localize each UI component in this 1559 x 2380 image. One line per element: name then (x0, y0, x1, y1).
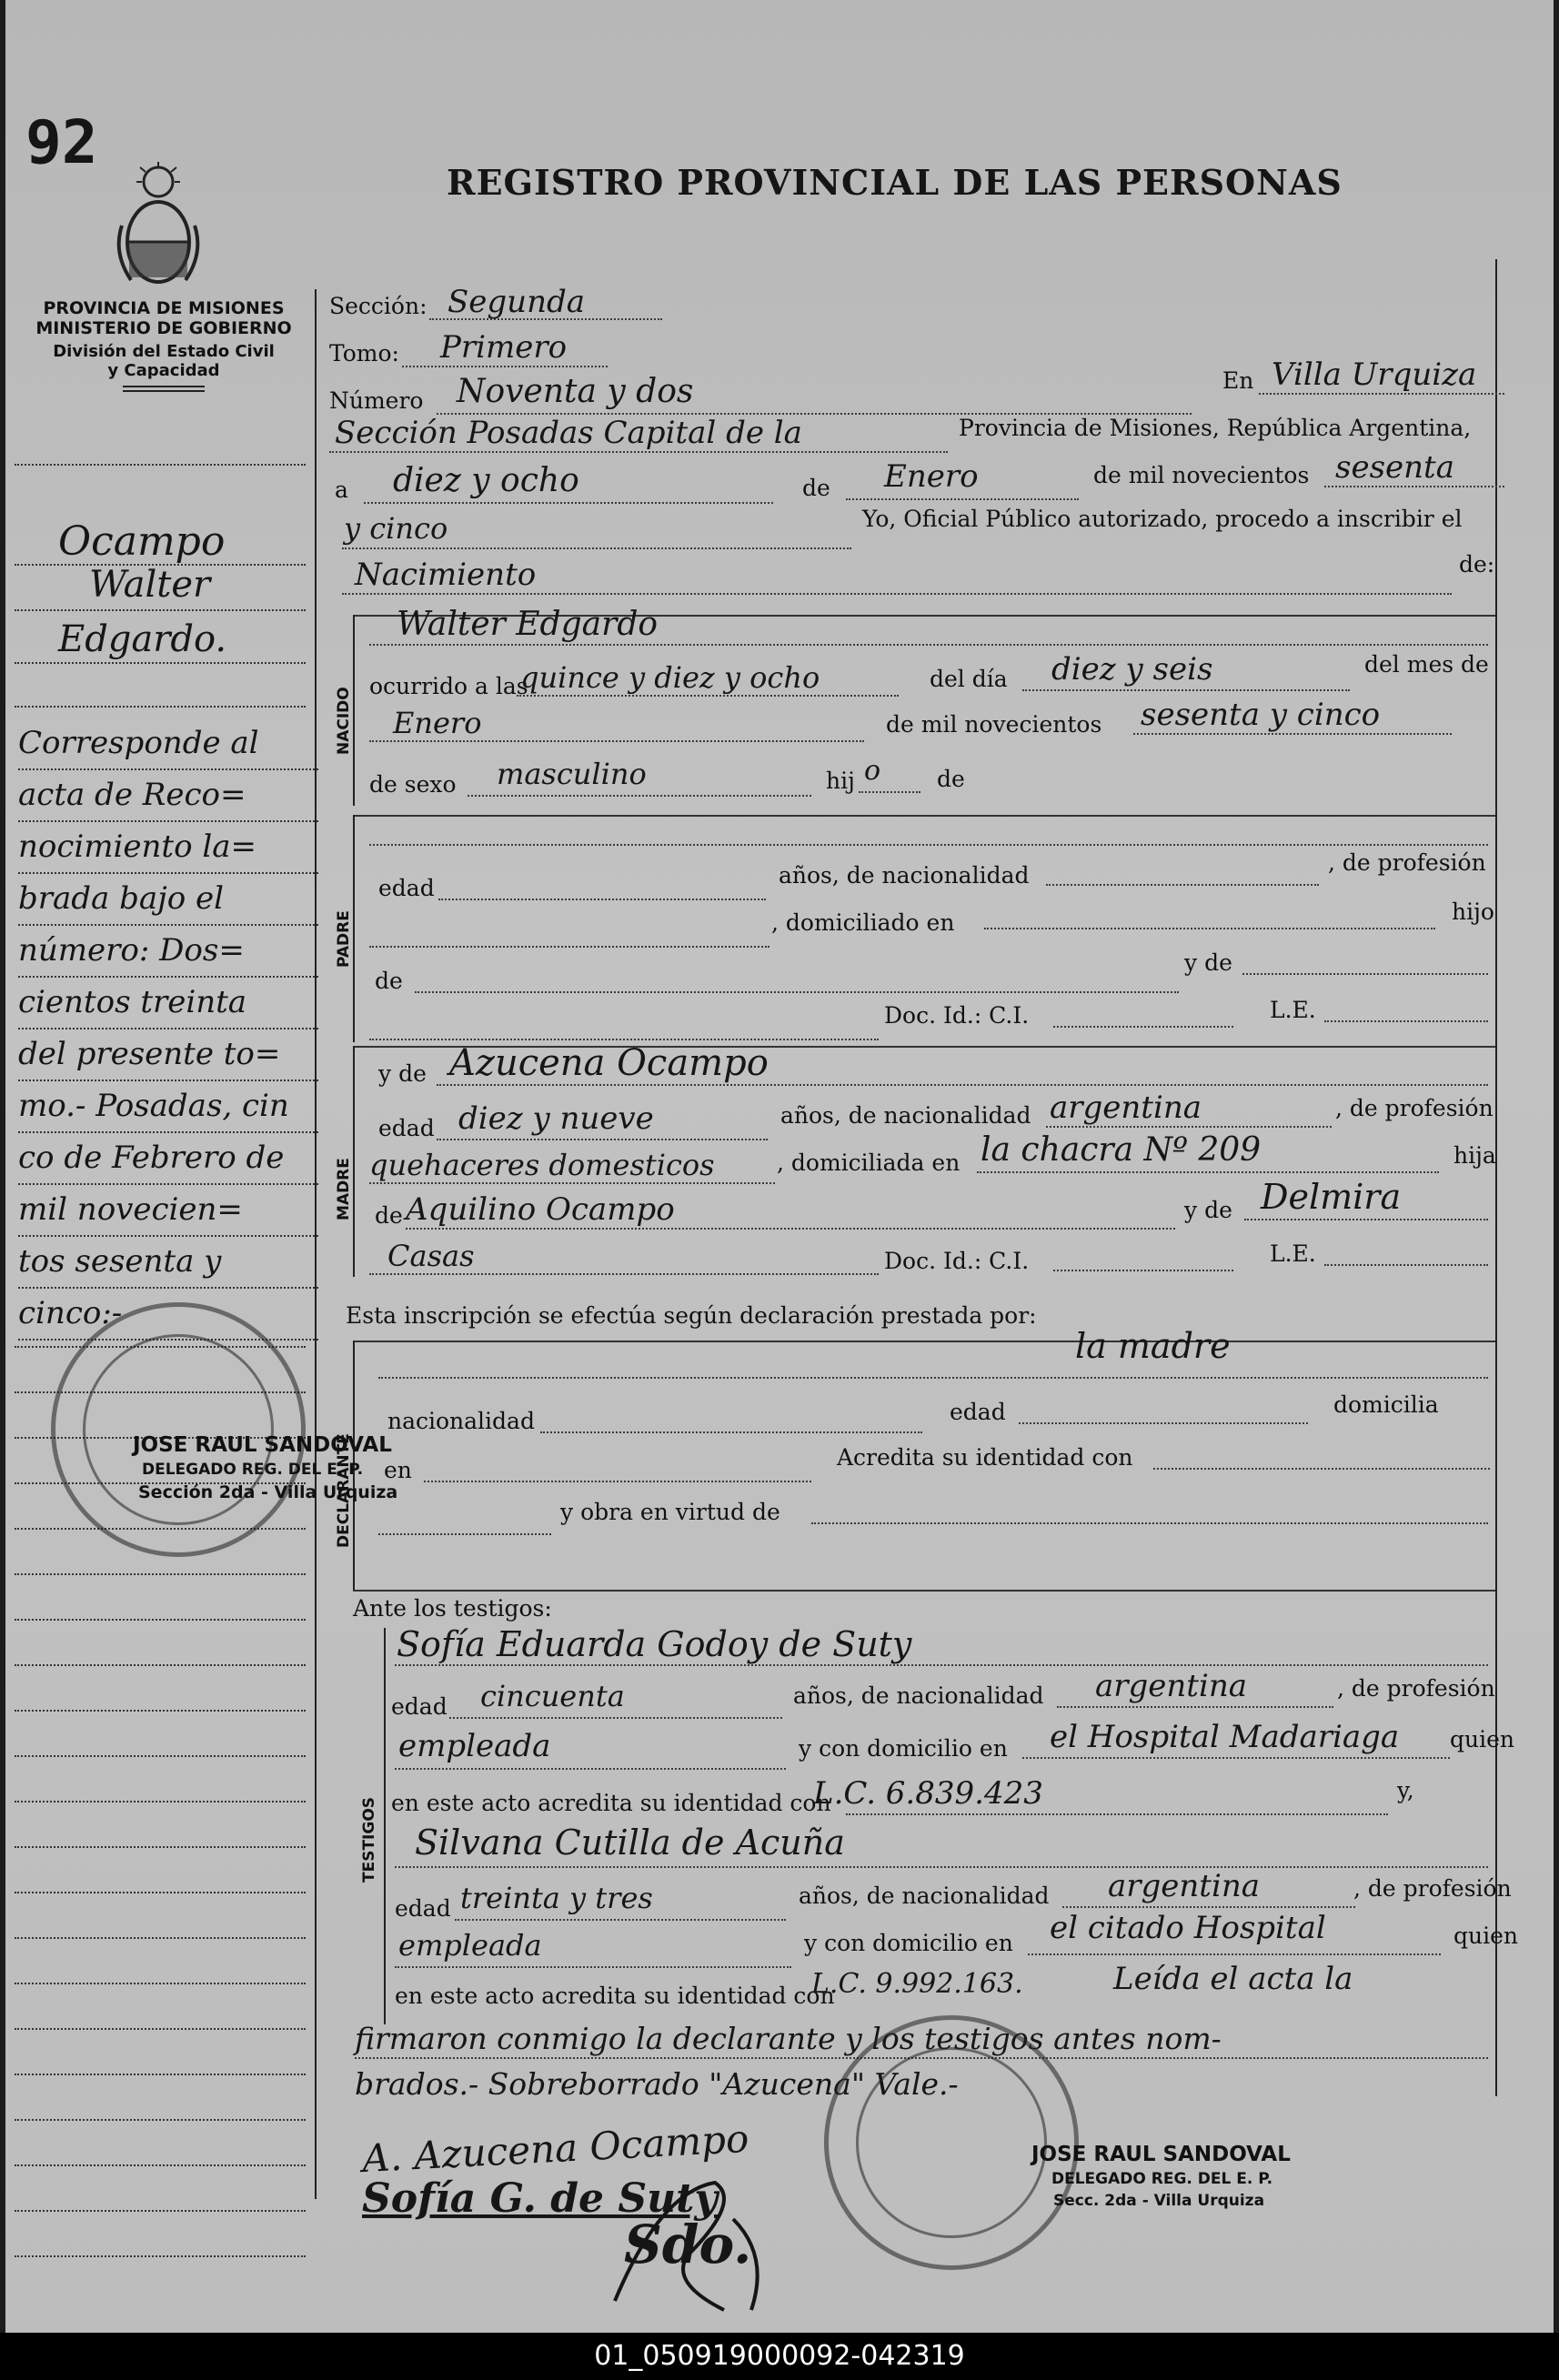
madre-profesion-label: , de profesión (1335, 1095, 1494, 1121)
testigo2-quien: quien (1453, 1923, 1518, 1949)
declarante-en-label: en (384, 1457, 412, 1483)
nacido-nombre: Walter Edgardo (397, 606, 659, 643)
margin-note-line: Corresponde al (18, 718, 318, 770)
testigo1-nombre: Sofía Eduarda Godoy de Suty (397, 1624, 912, 1664)
org-capacity: y Capacidad (107, 361, 220, 380)
de-label: de (802, 475, 830, 501)
declarante-label: DECLARANTE (335, 1433, 353, 1548)
margin-note-line: nocimiento la= (18, 822, 318, 874)
a-label: a (335, 477, 348, 503)
padre-label: PADRE (335, 910, 353, 968)
en-label: En (1222, 367, 1254, 394)
testigo1-acredita-label: en este acto acredita su identidad con (391, 1790, 831, 1816)
official-stamp-left (51, 1302, 306, 1557)
testigo1-anios-label: años, de nacionalidad (793, 1682, 1044, 1709)
mes-de-label: del mes de (1364, 651, 1489, 678)
padre-doc-label: Doc. Id.: C.I. (884, 1002, 1030, 1029)
margin-note-line: acta de Reco= (18, 770, 318, 822)
madre-padre: Aquilino Ocampo (406, 1191, 675, 1228)
declarante-edad-label: edad (950, 1399, 1006, 1425)
stamp2-role: DELEGADO REG. DEL E. P. (1051, 2170, 1273, 2188)
padre-edad-label: edad (378, 875, 435, 901)
nacido-mes: Enero (393, 706, 482, 740)
madre-domicilio: la chacra Nº 209 (981, 1131, 1262, 1169)
nacido-de-label: de (937, 766, 965, 792)
nacido-dia: diez y seis (1051, 651, 1213, 688)
testigo2-domicilio-label: y con domicilio en (804, 1930, 1013, 1956)
madre-doc-label: Doc. Id.: C.I. (884, 1248, 1030, 1274)
numero-label: Número (329, 387, 424, 414)
madre-anios-label: años, de nacionalidad (780, 1102, 1031, 1129)
testigo1-y: y, (1397, 1777, 1414, 1803)
mil-label: de mil novecientos (1093, 462, 1310, 488)
margin-nombre-2: Edgardo. (58, 618, 227, 660)
signature-flourish (588, 2164, 788, 2319)
madre-edad: diez y nueve (458, 1100, 654, 1137)
madre-hija-label: hija (1453, 1142, 1496, 1169)
margin-note-line: mil novecien= (18, 1185, 318, 1237)
testigo1-profesion-label: , de profesión (1337, 1675, 1495, 1702)
madre-profesion: quehaceres domesticos (369, 1148, 715, 1182)
anio-inscripcion-2: y cinco (344, 511, 448, 546)
provincia-text: Provincia de Misiones, República Argentina, (959, 415, 1472, 441)
testigo2-doc: L.C. 9.992.163. (811, 1968, 1023, 2000)
margin-note-line: del presente to= (18, 1029, 318, 1081)
testigo1-domicilio-label: y con domicilio en (799, 1735, 1008, 1762)
tipo-acta: Nacimiento (355, 557, 537, 593)
testigo2-nacionalidad: argentina (1108, 1868, 1261, 1904)
sexo-label: de sexo (369, 771, 457, 798)
image-id-text: 01_050919000092-042319 (594, 2340, 965, 2372)
seccion-value: Segunda (448, 284, 586, 320)
leida-acta: Leída el acta la (1113, 1961, 1353, 1997)
de-colon: de: (1459, 551, 1495, 577)
registry-title: REGISTRO PROVINCIAL DE LAS PERSONAS (447, 162, 1343, 203)
firma-oficial: Sdo. (624, 2214, 752, 2275)
madre-nombre: Azucena Ocampo (449, 1042, 769, 1084)
madre-madre-apellido: Casas (387, 1239, 475, 1273)
margin-apellido: Ocampo (58, 518, 226, 565)
madre-nacionalidad: argentina (1050, 1090, 1202, 1126)
hij-label: hij (826, 768, 855, 794)
declaracion-text: Esta inscripción se efectúa según declaración prestada por: (346, 1302, 1037, 1329)
declarante-nacionalidad-label: nacionalidad (387, 1408, 535, 1434)
margin-nombre-1: Walter (89, 564, 211, 606)
image-id-footer (0, 2333, 1559, 2380)
stamp1-section: Sección 2da - Villa Urquiza (138, 1482, 398, 1502)
madre-yde2-label: y de (1184, 1197, 1232, 1223)
certificate-page (5, 0, 1554, 2333)
lugar-value: Sección Posadas Capital de la (335, 415, 802, 451)
testigo1-nacionalidad: argentina (1095, 1668, 1248, 1704)
stamp2-name: JOSE RAUL SANDOVAL (1031, 2143, 1291, 2166)
padre-de-label: de (375, 968, 403, 994)
org-province: PROVINCIA DE MISIONES (43, 298, 285, 318)
hij-suffix: o (864, 755, 881, 787)
testigo1-profesion: empleada (398, 1728, 551, 1764)
page-number: 92 (25, 107, 98, 177)
testigo1-quien: quien (1450, 1726, 1514, 1752)
testigo2-edad: treinta y tres (460, 1881, 653, 1915)
margin-note-line: cientos treinta (18, 978, 318, 1029)
madre-yde-label: y de (378, 1060, 427, 1087)
testigo2-domicilio: el citado Hospital (1050, 1910, 1326, 1946)
testigo2-profesion: empleada (398, 1928, 542, 1963)
testigo2-edad-label: edad (395, 1895, 451, 1922)
del-dia-label: del día (930, 666, 1008, 692)
org-division: División del Estado Civil (53, 342, 275, 361)
nacido-anio: sesenta y cinco (1141, 697, 1381, 733)
madre-madre: Delmira (1261, 1177, 1402, 1217)
margin-note-line: número: Dos= (18, 926, 318, 978)
margin-note-line: tos sesenta y (18, 1237, 318, 1289)
org-block (18, 298, 309, 392)
testigo2-acredita-label: en este acto acredita su identidad con (395, 1983, 835, 2009)
declarante-nombre: la madre (1075, 1326, 1231, 1366)
madre-edad-label: edad (378, 1115, 435, 1141)
oficial-text: Yo, Oficial Público autorizado, procedo a inscribir el (862, 506, 1463, 532)
madre-domicilio-label: , domiciliada en (777, 1150, 961, 1176)
padre-hijo-label: hijo (1452, 899, 1494, 925)
cierre-linea-2: brados.- Sobreborrado "Azucena" Vale.- (355, 2066, 959, 2102)
margin-note-line: co de Febrero de (18, 1133, 318, 1185)
firma-testigo-1: Sofía G. de Suty (362, 2175, 718, 2222)
padre-yde-label: y de (1184, 949, 1232, 976)
declarante-domicilia-label: domicilia (1333, 1391, 1439, 1418)
tomo-label: Tomo: (329, 340, 399, 367)
ante-testigos-label: Ante los testigos: (353, 1595, 552, 1622)
padre-domicilio-label: , domiciliado en (771, 909, 955, 936)
nacido-sexo: masculino (497, 757, 647, 791)
margin-note-line: brada bajo el (18, 874, 318, 926)
stamp1-role: DELEGADO REG. DEL E. P. (142, 1461, 364, 1479)
testigo2-nombre: Silvana Cutilla de Acuña (415, 1823, 845, 1863)
anio-inscripcion-1: sesenta (1335, 449, 1454, 486)
stamp2-section: Secc. 2da - Villa Urquiza (1053, 2192, 1265, 2210)
madre-de-label: de (375, 1202, 403, 1229)
nacido-hora: quince y diez y ocho (520, 660, 820, 695)
testigo1-edad: cincuenta (480, 1679, 625, 1713)
dia-inscripcion: diez y ocho (393, 462, 579, 499)
numero-value: Noventa y dos (457, 373, 694, 410)
org-ministry: MINISTERIO DE GOBIERNO (35, 318, 292, 338)
testigos-label: TESTIGOS (360, 1796, 378, 1883)
mes-inscripcion: Enero (884, 458, 979, 495)
declarante-obra-label: y obra en virtud de (560, 1499, 780, 1525)
padre-anios-label: años, de nacionalidad (779, 862, 1030, 889)
testigo1-doc: L.C. 6.839.423 (813, 1775, 1043, 1812)
coat-of-arms-emblem (113, 162, 204, 294)
cierre-linea-1: firmaron conmigo la declarante y los testigos antes nom- (355, 2021, 1222, 2056)
stamp1-name: JOSE RAUL SANDOVAL (133, 1433, 392, 1457)
firma-declarante: A. Azucena Ocampo (361, 2115, 750, 2182)
testigo2-anios-label: años, de nacionalidad (799, 1883, 1050, 1909)
seccion-label: Sección: (329, 293, 427, 319)
en-value: Villa Urquiza (1272, 356, 1477, 393)
declarante-acredita-label: Acredita su identidad con (837, 1444, 1133, 1471)
madre-le-label: L.E. (1270, 1240, 1316, 1267)
testigo1-edad-label: edad (391, 1693, 448, 1720)
padre-le-label: L.E. (1270, 997, 1316, 1023)
ocurrido-label: ocurrido a las (369, 673, 528, 699)
tomo-value: Primero (440, 329, 568, 366)
testigo1-domicilio: el Hospital Madariaga (1050, 1719, 1400, 1755)
madre-label: MADRE (335, 1158, 353, 1220)
margin-annotation (18, 718, 318, 1341)
nacido-mil-label: de mil novecientos (886, 711, 1102, 738)
padre-profesion-label: , de profesión (1328, 849, 1486, 876)
margin-note-line: cinco:- (18, 1289, 318, 1341)
testigo2-profesion-label: , de profesión (1353, 1875, 1512, 1902)
nacido-label: NACIDO (335, 687, 353, 755)
margin-note-line: mo.- Posadas, cin (18, 1081, 318, 1133)
